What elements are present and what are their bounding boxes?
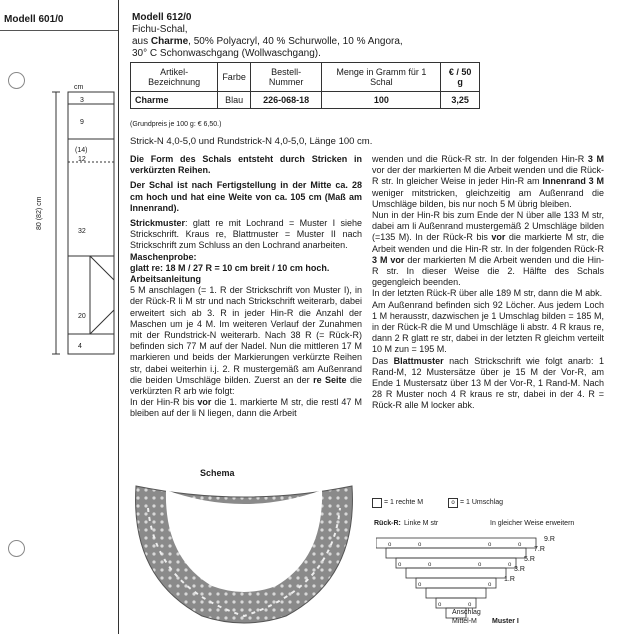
material-table xyxy=(130,62,480,109)
paragraph: In der letzten Rück-R über alle 189 M str, dann die M abk. xyxy=(372,288,603,299)
divider xyxy=(0,30,118,31)
care-line: 30° C Schonwaschgang (Wollwaschgang). xyxy=(132,48,321,59)
svg-text:o: o xyxy=(518,542,522,548)
table-header: Menge in Gramm für 1 Schal xyxy=(322,63,441,92)
right-text-column xyxy=(372,154,604,412)
svg-text:o: o xyxy=(438,602,442,608)
ruck-text: Linke M str xyxy=(404,520,439,527)
row-label: 7.R xyxy=(534,546,545,553)
table-header: Artikel-Bezeichnung xyxy=(131,63,218,92)
model-type: Fichu-Schal, xyxy=(132,24,188,35)
height-label: 80 (82) cm xyxy=(36,196,43,230)
unit-label: cm xyxy=(74,84,84,91)
dim-label: (14) xyxy=(75,147,88,154)
table-cell: Charme xyxy=(131,92,218,109)
work-paragraph-2: In der Hin-R bis vor die 1. markierte M str, die restl 47 M bleiben auf der li N liegen, dann die Arbeit xyxy=(130,397,363,419)
ruck-label: Rück-R: xyxy=(374,520,401,527)
knit-symbol-icon xyxy=(372,498,382,508)
dim-label: 20 xyxy=(78,313,86,320)
table-header: € / 50 g xyxy=(441,63,480,92)
svg-text:o: o xyxy=(398,562,402,568)
intro-text: Die Form des Schals entsteht durch Stricken in verkürzten Reihen. xyxy=(130,154,362,176)
svg-text:o: o xyxy=(418,542,422,548)
svg-text:o: o xyxy=(488,542,492,548)
knitting-chart xyxy=(368,498,628,630)
measurement-diagram xyxy=(50,84,116,364)
muster-label: Muster I xyxy=(492,618,519,625)
material-line: aus Charme, 50% Polyacryl, 40 % Schurwolle, 10 % Angora, xyxy=(132,36,403,47)
table-cell: 3,25 xyxy=(441,92,480,109)
svg-text:o: o xyxy=(478,562,482,568)
column-divider xyxy=(118,0,119,634)
paragraph: Das Blattmuster nach Strickschrift wie folgt anarb: 1 Rand-M, 12 Mustersätze über je 15 M der Vor-R, am Ende 1 Mustersatz über 13 M der Vor-R, 1 Rand-M. Nach 28 R Muster noch 4 R kraus re str, dabei in der 4. R = Rück-R alle M locker abk. xyxy=(372,355,605,411)
anschlag-label: Anschlag xyxy=(452,609,481,616)
table-cell: 100 xyxy=(322,92,441,109)
dim-label: 32 xyxy=(78,228,86,235)
row-label: 5.R xyxy=(524,556,535,563)
gauge-text: glatt re: 18 M / 27 R = 10 cm breit / 10 cm hoch. xyxy=(130,262,330,273)
schal-schema-illustration xyxy=(126,478,362,628)
work-label: Arbeitsanleitung xyxy=(130,274,202,285)
row-label: 1.R xyxy=(504,576,515,583)
dim-label: 12 xyxy=(78,156,86,163)
svg-text:o: o xyxy=(488,582,492,588)
dim-label: 4 xyxy=(78,343,82,350)
svg-text:o: o xyxy=(508,562,512,568)
paragraph: wenden und die Rück-R str. In der folgenden Hin-R 3 M vor der der markierten M die Arbeit wenden und die Rück-R str. In gleicher Weise in jeder Hin-R am Innenrand 3 M weniger mitstricken, gleichzeitig am Außenrand die Umschläge bilden, bis nur noch 5 M übrig bleiben. xyxy=(372,154,604,209)
model-title-block xyxy=(132,12,492,60)
dim-label: 9 xyxy=(80,119,84,126)
paragraph: Nun in der Hin-R bis zum Ende der N über alle 133 M str, dabei am li Außenrand mustergemäß 2 Umschläge bilden (=135 M). In der Rück-R bis vor die markierte M str, die Arbeit wenden und die Hin-R str. In der folgenden Rück-R 3 M vor der markierten M die Arbeit wenden und die Hin-R str. In dieser Weise die 2. Hälfte des Schals gegengleich beenden. xyxy=(372,210,604,288)
pattern-paragraph: Strickmuster: glatt re mit Lochrand = Muster I siehe Strickschrift. Kraus re, Blattmuster = Muster II nach Strickschrift zum Schluss an den Lochrand anarbeiten. xyxy=(130,218,362,251)
size-text: Der Schal ist nach Fertigstellung in der Mitte ca. 28 cm hoch und hat eine Weite von ca. 105 cm (Maß am Innenrand). xyxy=(130,180,362,213)
legend-yarn-over: = 1 Umschlag xyxy=(460,499,503,506)
left-text-column xyxy=(130,154,362,420)
price-note: (Grundpreis je 100 g: € 6,50.) xyxy=(130,121,222,128)
table-cell: Blau xyxy=(218,92,251,109)
row-label: 9.R xyxy=(544,536,555,543)
row-label: 3.R xyxy=(514,566,525,573)
binder-hole xyxy=(8,72,25,89)
svg-text:o: o xyxy=(418,582,422,588)
svg-text:o: o xyxy=(388,542,392,548)
table-cell: 226-068-18 xyxy=(250,92,322,109)
schema-label: Schema xyxy=(200,468,235,478)
svg-text:o: o xyxy=(468,602,472,608)
svg-text:o: o xyxy=(428,562,432,568)
dim-label: 3 xyxy=(80,97,84,104)
legend-knit: = 1 rechte M xyxy=(384,499,424,506)
mittel-label: Mittel-M xyxy=(452,618,477,625)
gauge-label: Maschenprobe: xyxy=(130,251,197,262)
table-header: Farbe xyxy=(218,63,251,92)
model-name: Modell 612/0 xyxy=(132,12,192,23)
yarn-over-icon: o xyxy=(448,498,458,508)
work-paragraph: 5 M anschlagen (= 1. R der Strickschrift von Muster I), in der Rück-R li M str und nach Strickschrift weiterarb, dabei erweitert sich ab 3. R in jeder Hin-R die Anzahl der Maschen um je 4 M. Im weiteren Verlauf der Zunahmen mit der Rundstrick-N weiterarb. Nach 38 R (= Rück-R) befinden sich 77 M auf der Nadel. Nun die mittleren 17 M markieren und beids der Markierungen verkürzte Reihen str, dabei weiterhin i.j. 2. R mustergemäß am Außenrand die beiden Umschläge bilden. Zuerst an der re Seite die verkürzten R arb wie folgt: xyxy=(130,285,362,397)
previous-model-label: Modell 601/0 xyxy=(4,14,64,25)
binder-hole xyxy=(8,540,25,557)
needles: Strick-N 4,0-5,0 und Rundstrick-N 4,0-5,0, Länge 100 cm. xyxy=(130,136,373,147)
continue-text: In gleicher Weise erweitern xyxy=(490,520,575,527)
table-header: Bestell-Nummer xyxy=(250,63,322,92)
paragraph: Am Außenrand befinden sich 92 Löcher. Aus jedem Loch 1 M herausstr, dazwischen je 1 Umschlag bilden = 185 M, in der Rück-R die M und Umschläge li abstr. 4 R kraus re, dann 2 R glatt re str, dabei in der letzten R gleichm verteilt 10 M zun = 195 M. xyxy=(372,299,604,355)
